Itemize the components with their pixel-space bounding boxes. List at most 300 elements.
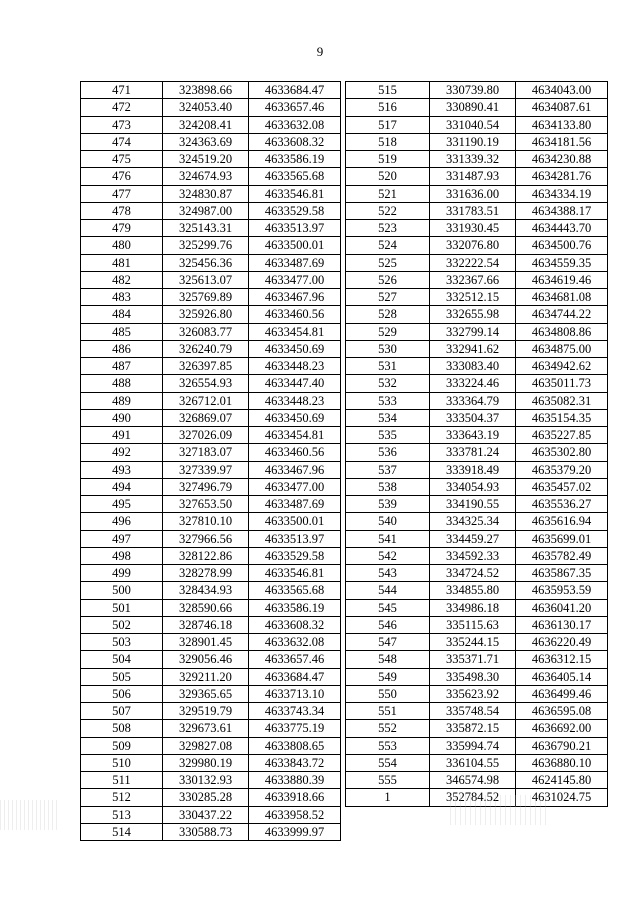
point-number-cell: 475 (81, 151, 163, 168)
y-coordinate-cell: 4635536.27 (516, 496, 608, 513)
table-row (346, 547, 608, 564)
y-coordinate-cell: 4636405.14 (516, 668, 608, 685)
table-row (81, 513, 341, 530)
table-row (346, 409, 608, 426)
x-coordinate-cell: 329827.08 (163, 737, 249, 754)
point-number-cell: 535 (346, 427, 430, 444)
y-coordinate-cell: 4634681.08 (516, 289, 608, 306)
y-coordinate-cell: 4633632.08 (249, 634, 341, 651)
point-number-cell: 480 (81, 237, 163, 254)
table-row (346, 254, 608, 271)
table-row (346, 133, 608, 150)
table-row (346, 530, 608, 547)
x-coordinate-cell: 333918.49 (430, 461, 516, 478)
point-number-cell: 526 (346, 271, 430, 288)
point-number-cell: 542 (346, 547, 430, 564)
y-coordinate-cell: 4634133.80 (516, 116, 608, 133)
point-number-cell: 506 (81, 685, 163, 702)
point-number-cell: 541 (346, 530, 430, 547)
point-number-cell: 500 (81, 582, 163, 599)
table-row (81, 82, 341, 99)
x-coordinate-cell: 324208.41 (163, 116, 249, 133)
point-number-cell: 517 (346, 116, 430, 133)
x-coordinate-cell: 335748.54 (430, 703, 516, 720)
y-coordinate-cell: 4633657.46 (249, 651, 341, 668)
table-row (346, 271, 608, 288)
point-number-cell: 515 (346, 82, 430, 99)
point-number-cell: 1 (346, 789, 430, 806)
x-coordinate-cell: 334986.18 (430, 599, 516, 616)
y-coordinate-cell: 4624145.80 (516, 772, 608, 789)
x-coordinate-cell: 336104.55 (430, 754, 516, 771)
point-number-cell: 543 (346, 565, 430, 582)
y-coordinate-cell: 4633565.68 (249, 582, 341, 599)
x-coordinate-cell: 334855.80 (430, 582, 516, 599)
y-coordinate-cell: 4635867.35 (516, 565, 608, 582)
x-coordinate-cell: 331040.54 (430, 116, 516, 133)
y-coordinate-cell: 4633608.32 (249, 616, 341, 633)
table-row (81, 685, 341, 702)
table-row (81, 703, 341, 720)
table-row (346, 599, 608, 616)
table-row (346, 720, 608, 737)
table-row (81, 358, 341, 375)
table-row (346, 202, 608, 219)
table-row (346, 651, 608, 668)
y-coordinate-cell: 4633918.66 (249, 789, 341, 806)
x-coordinate-cell: 334325.34 (430, 513, 516, 530)
table-row (81, 616, 341, 633)
x-coordinate-cell: 327183.07 (163, 444, 249, 461)
table-row (346, 703, 608, 720)
x-coordinate-cell: 325143.31 (163, 220, 249, 237)
point-number-cell: 494 (81, 478, 163, 495)
x-coordinate-cell: 325769.89 (163, 289, 249, 306)
x-coordinate-cell: 329980.19 (163, 754, 249, 771)
y-coordinate-cell: 4633529.58 (249, 202, 341, 219)
table-row (81, 582, 341, 599)
table-row (346, 616, 608, 633)
point-number-cell: 501 (81, 599, 163, 616)
point-number-cell: 502 (81, 616, 163, 633)
y-coordinate-cell: 4633586.19 (249, 151, 341, 168)
table-row (346, 289, 608, 306)
y-coordinate-cell: 4633529.58 (249, 547, 341, 564)
y-coordinate-cell: 4633460.56 (249, 444, 341, 461)
x-coordinate-cell: 326712.01 (163, 392, 249, 409)
x-coordinate-cell: 331636.00 (430, 185, 516, 202)
point-number-cell: 548 (346, 651, 430, 668)
table-row (81, 340, 341, 357)
table-row (346, 582, 608, 599)
x-coordinate-cell: 324053.40 (163, 99, 249, 116)
point-number-cell: 536 (346, 444, 430, 461)
table-row (346, 168, 608, 185)
table-row (346, 220, 608, 237)
table-row (346, 754, 608, 771)
y-coordinate-cell: 4635782.49 (516, 547, 608, 564)
y-coordinate-cell: 4633513.97 (249, 530, 341, 547)
y-coordinate-cell: 4633657.46 (249, 99, 341, 116)
x-coordinate-cell: 335872.15 (430, 720, 516, 737)
table-row (81, 754, 341, 771)
y-coordinate-cell: 4633684.47 (249, 82, 341, 99)
table-row (81, 133, 341, 150)
table-row (346, 668, 608, 685)
point-number-cell: 497 (81, 530, 163, 547)
point-number-cell: 493 (81, 461, 163, 478)
x-coordinate-cell: 332799.14 (430, 323, 516, 340)
table-row (81, 737, 341, 754)
table-row (81, 392, 341, 409)
table-row (81, 634, 341, 651)
y-coordinate-cell: 4631024.75 (516, 789, 608, 806)
table-row (81, 772, 341, 789)
table-row (81, 720, 341, 737)
point-number-cell: 513 (81, 806, 163, 823)
table-row (346, 392, 608, 409)
table-row (81, 409, 341, 426)
y-coordinate-cell: 4635082.31 (516, 392, 608, 409)
y-coordinate-cell: 4633500.01 (249, 237, 341, 254)
point-number-cell: 525 (346, 254, 430, 271)
point-number-cell: 483 (81, 289, 163, 306)
y-coordinate-cell: 4634559.35 (516, 254, 608, 271)
y-coordinate-cell: 4634230.88 (516, 151, 608, 168)
y-coordinate-cell: 4633477.00 (249, 478, 341, 495)
x-coordinate-cell: 324363.69 (163, 133, 249, 150)
table-row (346, 737, 608, 754)
x-coordinate-cell: 327496.79 (163, 478, 249, 495)
x-coordinate-cell: 332076.80 (430, 237, 516, 254)
table-row (81, 427, 341, 444)
x-coordinate-cell: 325613.07 (163, 271, 249, 288)
x-coordinate-cell: 329673.61 (163, 720, 249, 737)
point-number-cell: 554 (346, 754, 430, 771)
y-coordinate-cell: 4635616.94 (516, 513, 608, 530)
x-coordinate-cell: 326240.79 (163, 340, 249, 357)
point-number-cell: 551 (346, 703, 430, 720)
x-coordinate-cell: 334724.52 (430, 565, 516, 582)
point-number-cell: 481 (81, 254, 163, 271)
point-number-cell: 521 (346, 185, 430, 202)
y-coordinate-cell: 4633447.40 (249, 375, 341, 392)
table-row (81, 271, 341, 288)
point-number-cell: 473 (81, 116, 163, 133)
x-coordinate-cell: 352784.52 (430, 789, 516, 806)
y-coordinate-cell: 4635154.35 (516, 409, 608, 426)
x-coordinate-cell: 324987.00 (163, 202, 249, 219)
table-row (81, 530, 341, 547)
point-number-cell: 476 (81, 168, 163, 185)
x-coordinate-cell: 325926.80 (163, 306, 249, 323)
point-number-cell: 503 (81, 634, 163, 651)
x-coordinate-cell: 330437.22 (163, 806, 249, 823)
y-coordinate-cell: 4634443.70 (516, 220, 608, 237)
point-number-cell: 510 (81, 754, 163, 771)
x-coordinate-cell: 333224.46 (430, 375, 516, 392)
x-coordinate-cell: 334190.55 (430, 496, 516, 513)
y-coordinate-cell: 4636692.00 (516, 720, 608, 737)
y-coordinate-cell: 4633958.52 (249, 806, 341, 823)
y-coordinate-cell: 4633546.81 (249, 185, 341, 202)
table-row (346, 772, 608, 789)
x-coordinate-cell: 332655.98 (430, 306, 516, 323)
y-coordinate-cell: 4634744.22 (516, 306, 608, 323)
x-coordinate-cell: 330739.80 (430, 82, 516, 99)
table-row (81, 651, 341, 668)
y-coordinate-cell: 4633808.65 (249, 737, 341, 754)
y-coordinate-cell: 4634334.19 (516, 185, 608, 202)
y-coordinate-cell: 4633500.01 (249, 513, 341, 530)
table-row (346, 496, 608, 513)
y-coordinate-cell: 4634500.76 (516, 237, 608, 254)
y-coordinate-cell: 4634087.61 (516, 99, 608, 116)
y-coordinate-cell: 4635953.59 (516, 582, 608, 599)
y-coordinate-cell: 4633713.10 (249, 685, 341, 702)
point-number-cell: 472 (81, 99, 163, 116)
point-number-cell: 538 (346, 478, 430, 495)
point-number-cell: 491 (81, 427, 163, 444)
table-row (346, 461, 608, 478)
faint-stamp-right (450, 795, 550, 825)
y-coordinate-cell: 4636499.46 (516, 685, 608, 702)
table-row (81, 547, 341, 564)
x-coordinate-cell: 335371.71 (430, 651, 516, 668)
table-row (81, 375, 341, 392)
table-row (346, 634, 608, 651)
x-coordinate-cell: 331339.32 (430, 151, 516, 168)
x-coordinate-cell: 326397.85 (163, 358, 249, 375)
x-coordinate-cell: 330588.73 (163, 823, 249, 840)
point-number-cell: 492 (81, 444, 163, 461)
table-row (346, 358, 608, 375)
table-row (81, 185, 341, 202)
y-coordinate-cell: 4635379.20 (516, 461, 608, 478)
x-coordinate-cell: 333083.40 (430, 358, 516, 375)
point-number-cell: 524 (346, 237, 430, 254)
x-coordinate-cell: 327026.09 (163, 427, 249, 444)
table-row (81, 496, 341, 513)
point-number-cell: 490 (81, 409, 163, 426)
point-number-cell: 504 (81, 651, 163, 668)
x-coordinate-cell: 329211.20 (163, 668, 249, 685)
y-coordinate-cell: 4634043.00 (516, 82, 608, 99)
x-coordinate-cell: 334592.33 (430, 547, 516, 564)
x-coordinate-cell: 329519.79 (163, 703, 249, 720)
x-coordinate-cell: 335994.74 (430, 737, 516, 754)
y-coordinate-cell: 4635011.73 (516, 375, 608, 392)
table-row (346, 340, 608, 357)
x-coordinate-cell: 335498.30 (430, 668, 516, 685)
table-row (346, 427, 608, 444)
table-row (81, 306, 341, 323)
y-coordinate-cell: 4634808.86 (516, 323, 608, 340)
point-number-cell: 474 (81, 133, 163, 150)
y-coordinate-cell: 4633880.39 (249, 772, 341, 789)
table-row (81, 168, 341, 185)
y-coordinate-cell: 4634942.62 (516, 358, 608, 375)
table-row (81, 323, 341, 340)
point-number-cell: 532 (346, 375, 430, 392)
point-number-cell: 486 (81, 340, 163, 357)
y-coordinate-cell: 4634619.46 (516, 271, 608, 288)
x-coordinate-cell: 328901.45 (163, 634, 249, 651)
y-coordinate-cell: 4633477.00 (249, 271, 341, 288)
point-number-cell: 498 (81, 547, 163, 564)
y-coordinate-cell: 4633467.96 (249, 289, 341, 306)
point-number-cell: 540 (346, 513, 430, 530)
coordinates-table-right (345, 81, 608, 807)
x-coordinate-cell: 328122.86 (163, 547, 249, 564)
x-coordinate-cell: 329365.65 (163, 685, 249, 702)
x-coordinate-cell: 346574.98 (430, 772, 516, 789)
point-number-cell: 509 (81, 737, 163, 754)
y-coordinate-cell: 4633460.56 (249, 306, 341, 323)
table-row (81, 789, 341, 806)
y-coordinate-cell: 4633743.34 (249, 703, 341, 720)
point-number-cell: 547 (346, 634, 430, 651)
point-number-cell: 530 (346, 340, 430, 357)
y-coordinate-cell: 4633843.72 (249, 754, 341, 771)
x-coordinate-cell: 326869.07 (163, 409, 249, 426)
point-number-cell: 516 (346, 99, 430, 116)
y-coordinate-cell: 4634388.17 (516, 202, 608, 219)
point-number-cell: 488 (81, 375, 163, 392)
table-row (81, 220, 341, 237)
table-row (346, 99, 608, 116)
table-row (346, 685, 608, 702)
point-number-cell: 484 (81, 306, 163, 323)
table-row (81, 116, 341, 133)
y-coordinate-cell: 4635227.85 (516, 427, 608, 444)
table-row (81, 202, 341, 219)
point-number-cell: 512 (81, 789, 163, 806)
x-coordinate-cell: 331190.19 (430, 133, 516, 150)
y-coordinate-cell: 4633448.23 (249, 358, 341, 375)
x-coordinate-cell: 324830.87 (163, 185, 249, 202)
x-coordinate-cell: 327810.10 (163, 513, 249, 530)
x-coordinate-cell: 331487.93 (430, 168, 516, 185)
table-row (346, 151, 608, 168)
point-number-cell: 552 (346, 720, 430, 737)
point-number-cell: 545 (346, 599, 430, 616)
table-row (81, 478, 341, 495)
x-coordinate-cell: 324519.20 (163, 151, 249, 168)
page-number: 9 (316, 44, 324, 59)
table-row (81, 151, 341, 168)
point-number-cell: 529 (346, 323, 430, 340)
table-row (81, 444, 341, 461)
x-coordinate-cell: 332941.62 (430, 340, 516, 357)
x-coordinate-cell: 333643.19 (430, 427, 516, 444)
point-number-cell: 511 (81, 772, 163, 789)
y-coordinate-cell: 4633448.23 (249, 392, 341, 409)
point-number-cell: 482 (81, 271, 163, 288)
table-row (346, 565, 608, 582)
y-coordinate-cell: 4635302.80 (516, 444, 608, 461)
table-row (346, 185, 608, 202)
point-number-cell: 549 (346, 668, 430, 685)
x-coordinate-cell: 334459.27 (430, 530, 516, 547)
x-coordinate-cell: 323898.66 (163, 82, 249, 99)
x-coordinate-cell: 331930.45 (430, 220, 516, 237)
y-coordinate-cell: 4633608.32 (249, 133, 341, 150)
y-coordinate-cell: 4636312.15 (516, 651, 608, 668)
x-coordinate-cell: 332222.54 (430, 254, 516, 271)
x-coordinate-cell: 331783.51 (430, 202, 516, 219)
x-coordinate-cell: 333364.79 (430, 392, 516, 409)
x-coordinate-cell: 330890.41 (430, 99, 516, 116)
table-row (346, 306, 608, 323)
table-row (81, 289, 341, 306)
x-coordinate-cell: 333504.37 (430, 409, 516, 426)
coordinates-table-left (80, 81, 341, 841)
y-coordinate-cell: 4633487.69 (249, 496, 341, 513)
point-number-cell: 553 (346, 737, 430, 754)
point-number-cell: 531 (346, 358, 430, 375)
table-row (81, 237, 341, 254)
table-row (346, 323, 608, 340)
y-coordinate-cell: 4633454.81 (249, 323, 341, 340)
table-row (81, 99, 341, 116)
table-row (81, 565, 341, 582)
table-row (346, 513, 608, 530)
y-coordinate-cell: 4634281.76 (516, 168, 608, 185)
x-coordinate-cell: 334054.93 (430, 478, 516, 495)
y-coordinate-cell: 4633632.08 (249, 116, 341, 133)
x-coordinate-cell: 333781.24 (430, 444, 516, 461)
point-number-cell: 519 (346, 151, 430, 168)
table-row (81, 823, 341, 840)
y-coordinate-cell: 4634875.00 (516, 340, 608, 357)
table-row (81, 254, 341, 271)
x-coordinate-cell: 332512.15 (430, 289, 516, 306)
point-number-cell: 508 (81, 720, 163, 737)
point-number-cell: 518 (346, 133, 430, 150)
point-number-cell: 471 (81, 82, 163, 99)
y-coordinate-cell: 4633684.47 (249, 668, 341, 685)
x-coordinate-cell: 327339.97 (163, 461, 249, 478)
faint-stamp-left (0, 800, 60, 830)
y-coordinate-cell: 4635699.01 (516, 530, 608, 547)
x-coordinate-cell: 330285.28 (163, 789, 249, 806)
point-number-cell: 514 (81, 823, 163, 840)
x-coordinate-cell: 335115.63 (430, 616, 516, 633)
x-coordinate-cell: 335623.92 (430, 685, 516, 702)
table-row (346, 478, 608, 495)
y-coordinate-cell: 4634181.56 (516, 133, 608, 150)
point-number-cell: 477 (81, 185, 163, 202)
point-number-cell: 485 (81, 323, 163, 340)
point-number-cell: 520 (346, 168, 430, 185)
point-number-cell: 522 (346, 202, 430, 219)
y-coordinate-cell: 4636130.17 (516, 616, 608, 633)
x-coordinate-cell: 324674.93 (163, 168, 249, 185)
y-coordinate-cell: 4633999.97 (249, 823, 341, 840)
point-number-cell: 539 (346, 496, 430, 513)
y-coordinate-cell: 4633450.69 (249, 409, 341, 426)
y-coordinate-cell: 4633565.68 (249, 168, 341, 185)
point-number-cell: 544 (346, 582, 430, 599)
point-number-cell: 495 (81, 496, 163, 513)
x-coordinate-cell: 328278.99 (163, 565, 249, 582)
x-coordinate-cell: 332367.66 (430, 271, 516, 288)
y-coordinate-cell: 4633546.81 (249, 565, 341, 582)
x-coordinate-cell: 328590.66 (163, 599, 249, 616)
point-number-cell: 479 (81, 220, 163, 237)
table-row (81, 461, 341, 478)
